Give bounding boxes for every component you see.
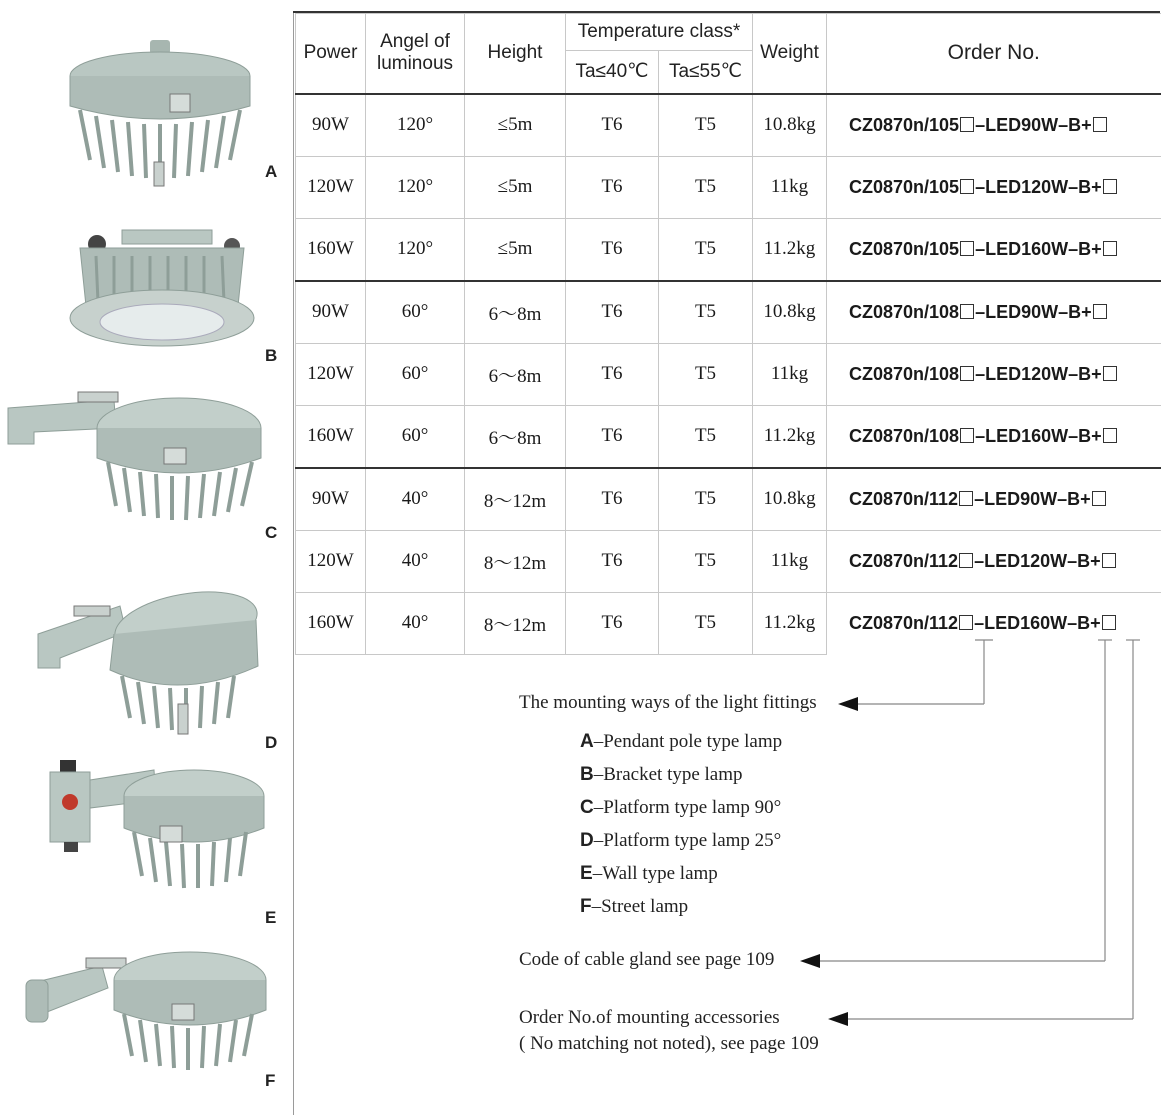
order-suffix: –LED90W–B+ (974, 488, 1091, 509)
mounting-item-b (580, 764, 743, 786)
mounting-item-key: C (580, 797, 594, 818)
order-suffix: –LED120W–B+ (975, 363, 1102, 384)
cell-power: 120W (296, 343, 366, 405)
header-power: Power (296, 14, 366, 94)
header-height: Height (465, 14, 566, 94)
cell-temp-40: T6 (566, 343, 659, 405)
cell-weight: 11kg (753, 156, 827, 218)
arrow-mounting-icon (838, 697, 858, 711)
order-suffix: –LED120W–B+ (974, 550, 1101, 571)
cell-temp-40: T6 (566, 592, 659, 654)
mounting-item-key: E (580, 863, 593, 884)
lamp-e-label: E (265, 908, 277, 927)
order-suffix: –LED90W–B+ (975, 114, 1092, 135)
cell-power: 90W (296, 94, 366, 157)
lamp-a-label: A (265, 162, 278, 181)
mounting-item-text: –Pendant pole type lamp (593, 731, 783, 752)
order-prefix: CZ0870n/105 (849, 114, 960, 135)
cell-temp-55: T5 (659, 156, 753, 218)
header-temperature-class: Temperature class* (566, 14, 753, 51)
cell-power: 120W (296, 156, 366, 218)
cell-temp-40: T6 (566, 281, 659, 344)
cell-height: 8～12m (465, 530, 566, 592)
cell-angle: 40° (366, 592, 465, 654)
cell-height: 6～8m (465, 343, 566, 405)
order-prefix: CZ0870n/108 (849, 363, 960, 384)
mounting-item-text: –Bracket type lamp (593, 764, 743, 785)
mounting-item-text: –Platform type lamp 25° (593, 830, 782, 851)
arrow-cable-gland-icon (800, 954, 820, 968)
lamp-d-label: D (265, 733, 278, 752)
cell-temp-40: T6 (566, 468, 659, 531)
cell-temp-40: T6 (566, 530, 659, 592)
order-prefix: CZ0870n/105 (849, 176, 960, 197)
header-angle-text: Angel of luminous (376, 31, 454, 75)
cell-power: 160W (296, 405, 366, 468)
mounting-item-c (580, 797, 781, 819)
cell-height: 6～8m (465, 281, 566, 344)
mounting-item-key: B (580, 764, 594, 785)
mounting-item-text: –Street lamp (591, 896, 689, 917)
cell-angle: 60° (366, 405, 465, 468)
cell-weight: 10.8kg (753, 468, 827, 531)
arrow-accessories-icon (828, 1012, 848, 1026)
cell-weight: 11kg (753, 343, 827, 405)
accessories-note-line1: Order No.of mounting accessories (519, 1007, 780, 1028)
mounting-item-key: A (580, 731, 594, 752)
accessories-note-line2: ( No matching not noted), see page 109 (519, 1033, 819, 1054)
order-suffix: –LED160W–B+ (975, 238, 1102, 259)
mounting-item-f (580, 896, 688, 918)
order-suffix: –LED90W–B+ (975, 301, 1092, 322)
cell-height: ≤5m (465, 94, 566, 157)
cable-gland-note: Code of cable gland see page 109 (519, 949, 775, 970)
lamp-f-label: F (265, 1071, 276, 1090)
order-suffix: –LED120W–B+ (975, 176, 1102, 197)
cell-height: 6～8m (465, 405, 566, 468)
cell-weight: 10.8kg (753, 94, 827, 157)
cell-temp-40: T6 (566, 218, 659, 281)
cell-angle: 40° (366, 530, 465, 592)
header-temp-55: Ta≤55℃ (659, 51, 753, 94)
cell-angle: 60° (366, 343, 465, 405)
cell-temp-40: T6 (566, 94, 659, 157)
order-prefix: CZ0870n/112 (849, 612, 959, 633)
mounting-ways-title: The mounting ways of the light fittings (519, 692, 817, 713)
cell-angle: 60° (366, 281, 465, 344)
cell-temp-40: T6 (566, 405, 659, 468)
cell-temp-55: T5 (659, 218, 753, 281)
cell-temp-55: T5 (659, 468, 753, 531)
order-prefix: CZ0870n/105 (849, 238, 960, 259)
cell-height: 8～12m (465, 592, 566, 654)
cell-height: ≤5m (465, 218, 566, 281)
cell-temp-55: T5 (659, 405, 753, 468)
cell-power: 90W (296, 468, 366, 531)
cell-power: 120W (296, 530, 366, 592)
cell-height: 8～12m (465, 468, 566, 531)
mounting-item-d (580, 830, 781, 852)
cell-angle: 40° (366, 468, 465, 531)
header-temp-40: Ta≤40℃ (566, 51, 659, 94)
cell-temp-55: T5 (659, 530, 753, 592)
mounting-item-text: –Wall type lamp (592, 863, 718, 884)
cell-weight: 11.2kg (753, 218, 827, 281)
order-prefix: CZ0870n/112 (849, 488, 959, 509)
cell-power: 90W (296, 281, 366, 344)
cell-angle: 120° (366, 94, 465, 157)
cell-temp-55: T5 (659, 343, 753, 405)
cell-temp-55: T5 (659, 281, 753, 344)
mounting-item-key: D (580, 830, 594, 851)
mounting-item-e (580, 863, 718, 885)
cell-weight: 10.8kg (753, 281, 827, 344)
cell-temp-55: T5 (659, 592, 753, 654)
cell-temp-40: T6 (566, 156, 659, 218)
cell-weight: 11.2kg (753, 405, 827, 468)
cell-power: 160W (296, 218, 366, 281)
mounting-item-text: –Platform type lamp 90° (593, 797, 782, 818)
cell-angle: 120° (366, 218, 465, 281)
order-prefix: CZ0870n/108 (849, 425, 960, 446)
cell-weight: 11.2kg (753, 592, 827, 654)
cell-temp-55: T5 (659, 94, 753, 157)
lamp-b-label: B (265, 346, 278, 365)
cell-angle: 120° (366, 156, 465, 218)
order-suffix: –LED160W–B+ (974, 612, 1101, 633)
order-prefix: CZ0870n/112 (849, 550, 959, 571)
cell-power: 160W (296, 592, 366, 654)
header-order-no: Order No. (827, 14, 1161, 94)
order-suffix: –LED160W–B+ (975, 425, 1102, 446)
lamp-c-label: C (265, 523, 278, 542)
mounting-item-a (580, 731, 782, 753)
header-weight: Weight (753, 14, 827, 94)
cell-weight: 11kg (753, 530, 827, 592)
cell-height: ≤5m (465, 156, 566, 218)
mounting-item-key: F (580, 896, 592, 917)
order-prefix: CZ0870n/108 (849, 301, 960, 322)
